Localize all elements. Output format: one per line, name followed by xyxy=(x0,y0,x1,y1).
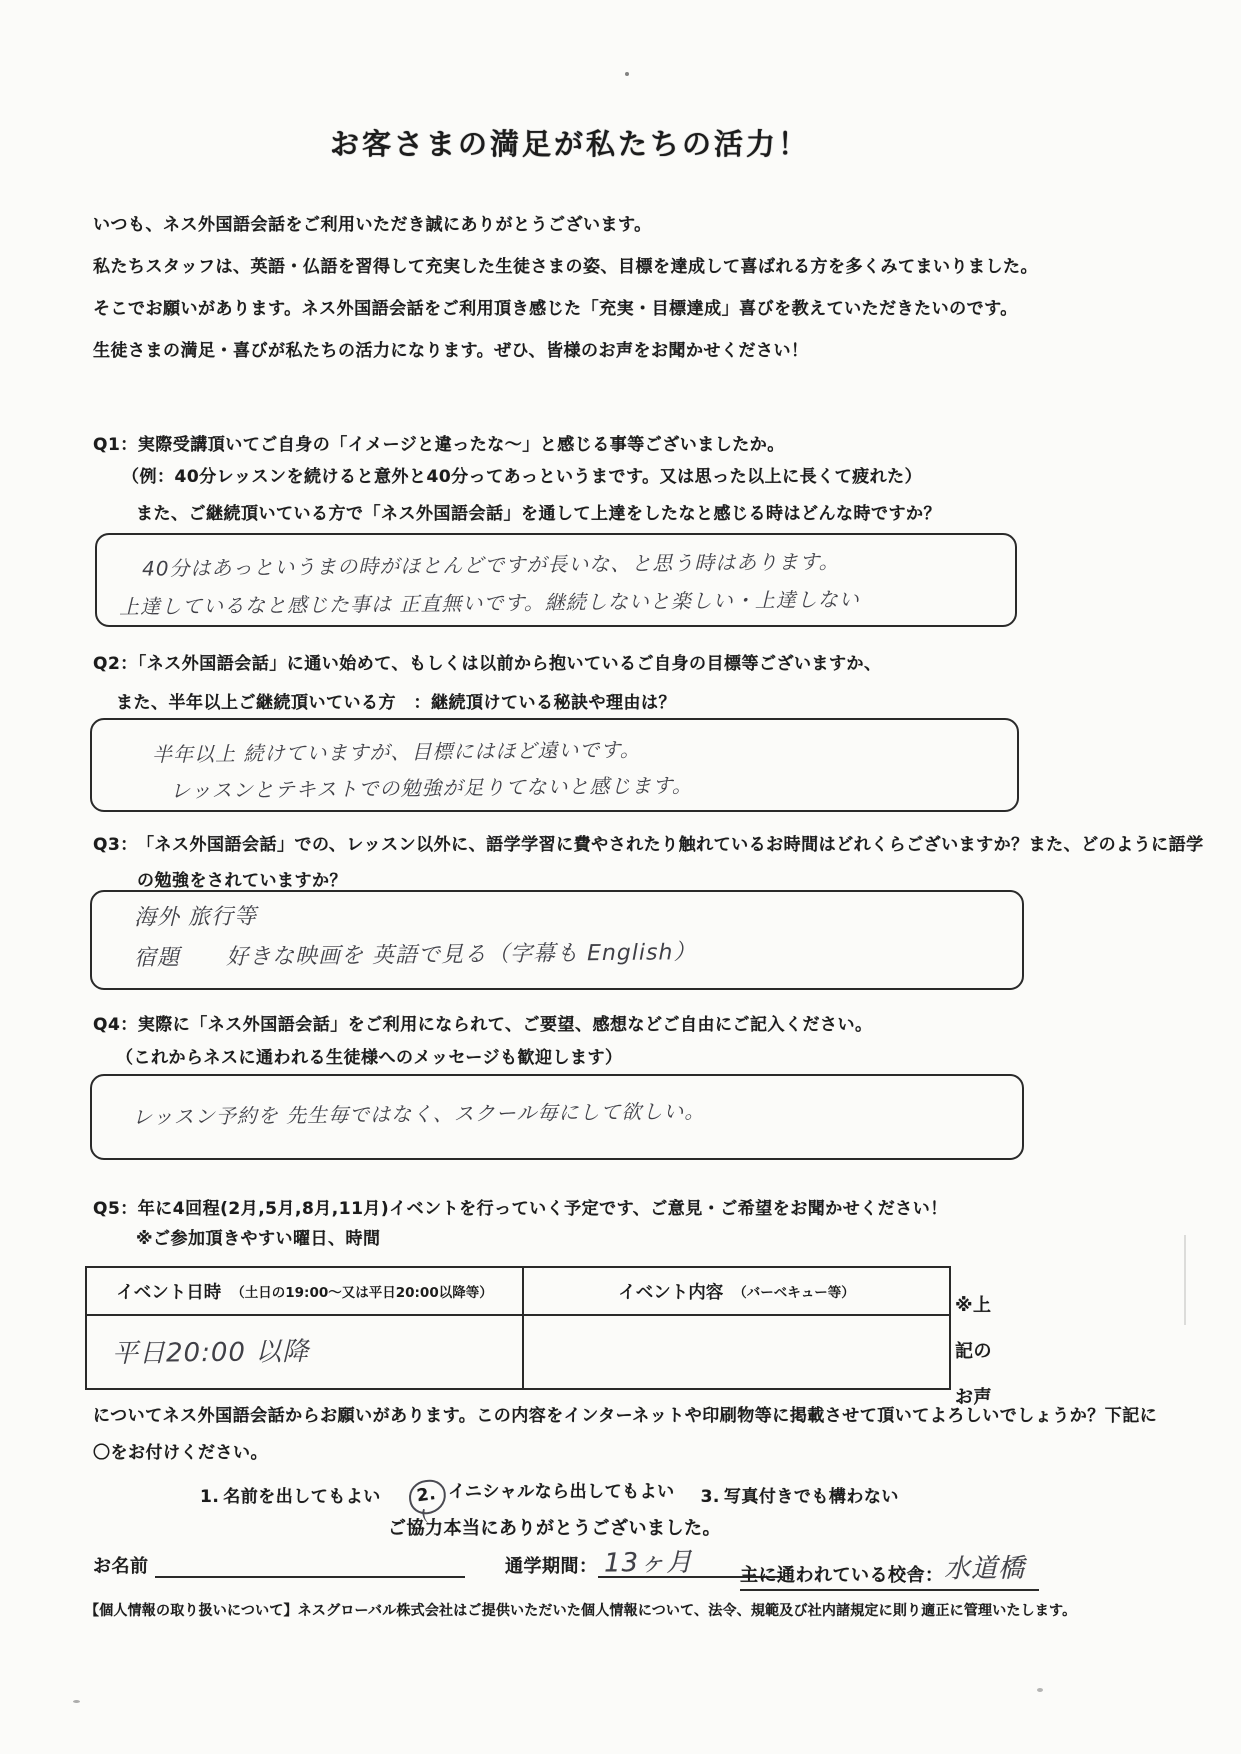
event-content-header-note: （バーベキュー等） xyxy=(733,1285,855,1301)
q2-handwritten-answer-line1: 半年以上 続けていますが、目標にはほど遠いです。 xyxy=(151,737,641,767)
scan-artifact-dot-bottom-left xyxy=(73,1700,80,1703)
name-field xyxy=(93,1552,465,1578)
question-q2 xyxy=(93,646,1168,682)
q4-text: 実際に「ネス外国語会話」をご利用になられて、ご要望、感想などご自由にご記入ください。 xyxy=(137,1015,873,1035)
consent-option-3-number: 3. xyxy=(700,1486,720,1507)
scan-artifact-dot-top xyxy=(625,72,629,76)
intro-paragraphs xyxy=(93,210,1173,378)
consent-option-3-label: 写真付きでも構わない xyxy=(723,1486,899,1507)
q2-handwritten-answer-line2: レッスンとテキストでの勉強が足りてないと感じます。 xyxy=(169,773,693,803)
q2-text: 「ネス外国語会話」に通い始めて、もしくは以前から抱いているご自身の目標等ございますか、 xyxy=(137,654,882,674)
consent-options xyxy=(200,1477,899,1511)
school-field-label: 主に通われている校舎： xyxy=(740,1565,944,1586)
scan-artifact-edge-line xyxy=(1184,1235,1186,1325)
q2-followup: また、半年以上ご継続頂いている方 ：継続頂けている秘訣や理由は？ xyxy=(116,693,676,713)
consent-option-1-label: 名前を出してもよい xyxy=(223,1486,381,1507)
consent-paragraph: についてネス外国語会話からお願いがあります。この内容をインターネットや印刷物等に掲載させて頂いてよろしいでしょうか？下記に〇をお付けください。 xyxy=(93,1406,1158,1463)
q3-handwritten-answer-line1: 海外 旅行等 xyxy=(133,904,258,931)
q1-handwritten-answer-line2: 上達しているなと感じた事は 正直無いです。継続しないと楽しい・上達しない xyxy=(118,587,860,619)
consent-option-2-number-circled: 2. xyxy=(407,1478,448,1516)
q2-label: Q2： xyxy=(93,654,138,674)
school-handwritten-value: 水道橋 xyxy=(943,1553,1025,1585)
q3-handwritten-answer-line2: 宿題 好きな映画を 英語で見る（字幕も English） xyxy=(133,940,697,971)
enrollment-period-handwritten-value: 13ヶ月 xyxy=(603,1547,693,1579)
question-q4 xyxy=(93,1007,1168,1043)
q2-answer-box xyxy=(90,718,1019,812)
q1-handwritten-answer-line1: 40分はあっというまの時がほとんどですが長いな、と思う時はあります。 xyxy=(141,549,840,581)
event-datetime-header-note: （土日の19:00～又は平日20:00以降等） xyxy=(231,1285,493,1301)
q4-answer-box xyxy=(90,1074,1024,1160)
consent-option-1-number: 1. xyxy=(200,1486,220,1507)
event-datetime-header xyxy=(87,1268,524,1316)
question-q3 xyxy=(93,827,1212,899)
q3-text: 「ネス外国語会話」での、レッスン以外に、語学学習に費やされたり触れているお時間はどれくらございますか？また、どのように語学の勉強をされていますか？ xyxy=(137,835,1204,891)
q1-example: （例：40分レッスンを続けると意外と40分ってあっというまです。又は思った以上に長くて疲れた） xyxy=(122,467,923,487)
name-field-blank-line xyxy=(155,1556,465,1578)
event-content-header xyxy=(524,1268,949,1316)
school-field xyxy=(740,1552,1039,1591)
event-datetime-handwritten: 平日20:00 以降 xyxy=(111,1336,310,1370)
q3-label: Q3： xyxy=(93,835,138,855)
enrollment-period-label: 通学期間： xyxy=(505,1556,598,1577)
question-q5 xyxy=(93,1191,1168,1227)
q5-label: Q5： xyxy=(93,1199,138,1219)
q1-answer-box xyxy=(95,533,1017,627)
privacy-note: 【個人情報の取り扱いについて】ネスグローバル株式会社はご提供いただいた個人情報について、法令、規範及び社内諸規定に則り適正に管理いたします。 xyxy=(85,1603,1077,1619)
intro-line-3: そこでお願いがあります。ネス外国語会話をご利用頂き感じた「充実・目標達成」喜びを教えていただきたいのです。 xyxy=(93,299,1018,319)
q4-handwritten-answer-line1: レッスン予約を 先生毎ではなく、スクール毎にして欲しい。 xyxy=(131,1098,706,1130)
intro-line-4: 生徒さまの満足・喜びが私たちの活力になります。ぜひ、皆様のお声をお聞かせください！ xyxy=(93,341,809,361)
thanks-line: ご協力本当にありがとうございました。 xyxy=(388,1518,721,1539)
q1-label: Q1： xyxy=(93,435,138,455)
consent-option-2-label: イニシャルなら出してもよい xyxy=(448,1482,675,1502)
q3-answer-box xyxy=(90,890,1024,990)
event-datetime-header-label: イベント日時 xyxy=(116,1282,222,1303)
footer-fields-row xyxy=(0,1548,1241,1598)
q5-text: 年に4回程(2月,5月,8月,11月)イベントを行っていく予定です、ご意見・ご希望をお聞かせください！ xyxy=(137,1199,948,1219)
q1-followup: また、ご継続頂いている方で「ネス外国語会話」を通して上達をしたなと感じる時はどんな時ですか？ xyxy=(136,504,941,524)
q5-note: ※ご参加頂きやすい曜日、時間 xyxy=(136,1229,381,1249)
consent-option-2 xyxy=(407,1477,675,1511)
name-field-label: お名前 xyxy=(93,1556,149,1577)
table-side-note-line3: お声 xyxy=(955,1387,992,1408)
table-side-note-line2: 記の xyxy=(955,1341,992,1362)
q4-note: （これからネスに通われる生徒様へのメッセージも歓迎します） xyxy=(116,1048,623,1068)
intro-line-1: いつも、ネス外国語会話をご利用いただき誠にありがとうございます。 xyxy=(93,215,652,235)
consent-option-3 xyxy=(701,1482,899,1507)
q1-text: 実際受講頂いてご自身の「イメージと違ったな～」と感じる事等ございましたか。 xyxy=(137,435,785,455)
consent-option-1 xyxy=(200,1482,381,1507)
table-side-note-line1: ※上 xyxy=(955,1295,992,1316)
event-table xyxy=(85,1266,951,1390)
page-title: お客さまの満足が私たちの活力！ xyxy=(329,127,810,161)
intro-line-2: 私たちスタッフは、英語・仏語を習得して充実した生徒さまの姿、目標を達成して喜ばれる方を多くみてまいりました。 xyxy=(93,257,1038,277)
event-content-cell xyxy=(524,1316,949,1388)
event-datetime-cell xyxy=(87,1316,524,1388)
event-content-header-label: イベント内容 xyxy=(618,1282,724,1303)
scan-artifact-dot-bottom-right xyxy=(1037,1688,1043,1692)
q4-label: Q4： xyxy=(93,1015,138,1035)
question-q1 xyxy=(93,427,1168,463)
